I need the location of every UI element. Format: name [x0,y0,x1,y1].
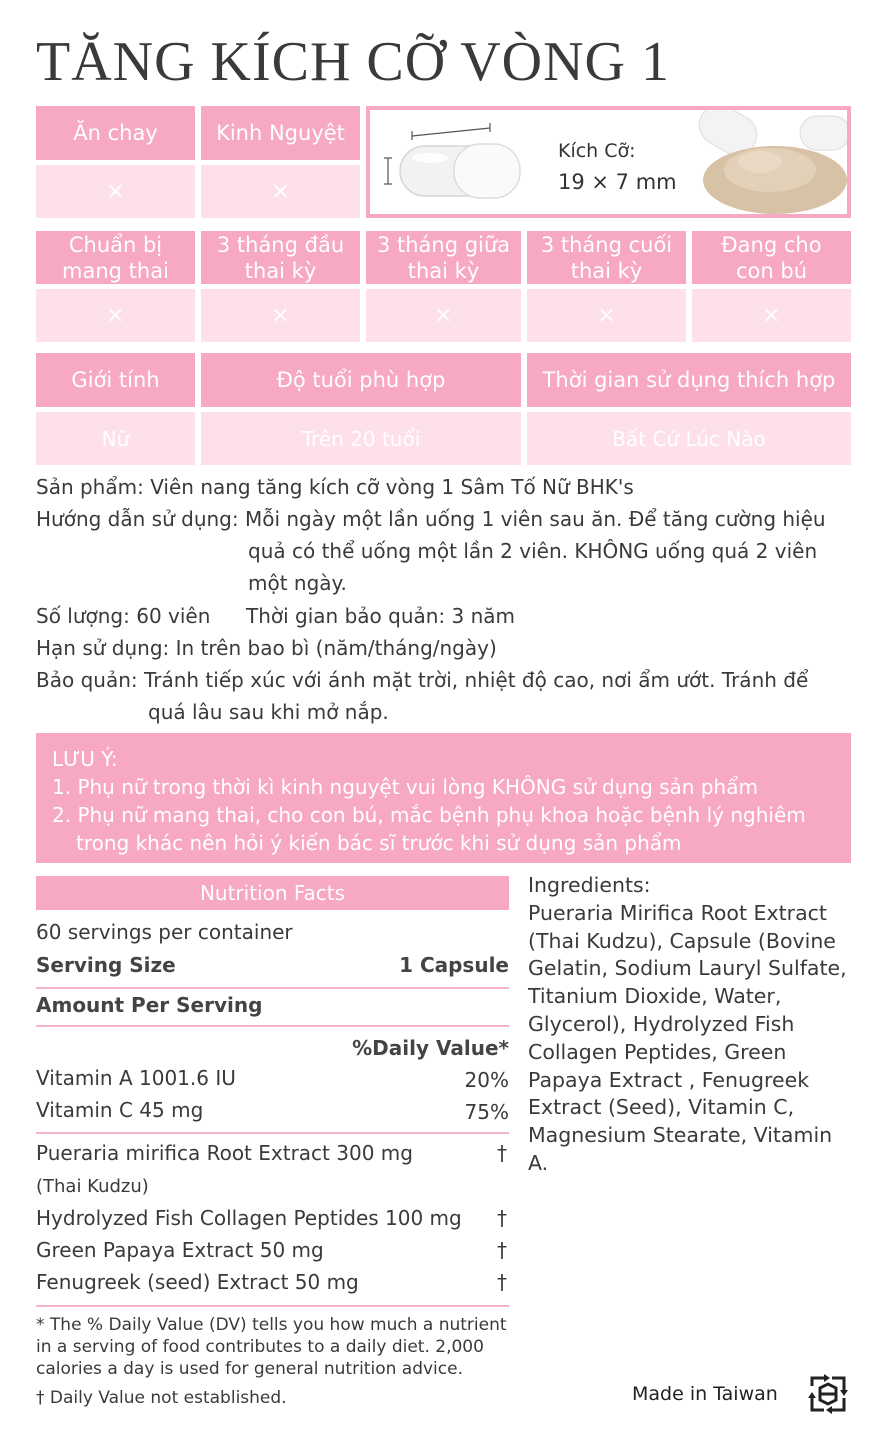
usage-line-2: quả có thể uống một lần 2 viên. KHÔNG uống quá 2 viên [248,539,818,563]
header-age: Độ tuổi phù hợp [201,353,521,407]
serving-size-value: 1 Capsule [399,953,509,977]
storage-line-2: quá lâu sau khi mở nắp. [148,700,389,724]
ingredients-label: Ingredients: [528,873,651,897]
value-gender: Nữ [36,412,195,465]
storage-line-1: Bảo quản: Tránh tiếp xúc với ánh mặt trời, nhiệt độ cao, nơi ẩm ướt. Tránh để [36,668,809,692]
note-item-2: 2. Phụ nữ mang thai, cho con bú, mắc bệnh phụ khoa hoặc bệnh lý nghiêm [52,803,806,827]
usage-line-3: một ngày. [248,571,347,595]
ingredients [528,872,853,1178]
divider [36,1132,509,1134]
warning-note [36,733,851,863]
extract-4-name: Fenugreek (seed) Extract 50 mg [36,1270,359,1294]
vitamin-c-name: Vitamin C 45 mg [36,1098,204,1122]
value-age: Trên 20 tuổi [201,412,521,465]
extract-3-name: Green Papaya Extract 50 mg [36,1238,324,1262]
value-preparing-pregnancy: × [36,289,195,342]
value-menstruation: × [201,165,360,218]
header-vegetarian: Ăn chay [36,106,195,160]
header-usage-time: Thời gian sử dụng thích hợp [527,353,851,407]
header-third-trimester: 3 tháng cuối thai kỳ [527,231,686,284]
serving-size-label: Serving Size [36,953,176,977]
recycle-icon [808,1374,848,1414]
value-third-trimester: × [527,289,686,342]
value-second-trimester: × [366,289,521,342]
extract-1-name: Pueraria mirifica Root Extract 300 mg [36,1141,413,1165]
capsule-image [370,110,850,218]
header-preparing-pregnancy: Chuẩn bị mang thai [36,231,195,284]
capsule-size-label: Kích Cỡ: [558,140,636,162]
header-gender: Giới tính [36,353,195,407]
amount-per-serving: Amount Per Serving [36,993,263,1017]
expiry-line: Hạn sử dụng: In trên bao bì (năm/tháng/ngày) [36,636,497,660]
extract-4-dv: † [497,1270,507,1294]
extract-1-sub: (Thai Kudzu) [36,1176,149,1197]
header-first-trimester: 3 tháng đầu thai kỳ [201,231,360,284]
header-menstruation: Kinh Nguyệt [201,106,360,160]
header-breastfeeding: Đang cho con bú [692,231,851,284]
vitamin-c-dv: 75% [464,1100,509,1124]
extract-2-dv: † [497,1206,507,1230]
quantity-line: Số lượng: 60 viên [36,604,211,628]
footnote-line-2: in a serving of food contributes to a daily diet. 2,000 [36,1337,484,1357]
product-line: Sản phẩm: Viên nang tăng kích cỡ vòng 1 Sâm Tố Nữ BHK's [36,475,634,499]
made-in-taiwan: Made in Taiwan [632,1383,778,1405]
servings-per-container: 60 servings per container [36,920,293,944]
divider [36,987,509,989]
note-heading: LƯU Ý: [52,747,118,771]
extract-1-dv: † [497,1141,507,1165]
divider [36,1025,509,1027]
powder-image [692,110,850,214]
footnote-line-3: calories a day is used for general nutrition advice. [36,1359,463,1379]
capsule-size-value: 19 × 7 mm [558,170,677,194]
footnote-dagger: † Daily Value not established. [36,1388,287,1408]
daily-value-header: %Daily Value* [352,1036,509,1060]
footnote-line-1: * The % Daily Value (DV) tells you how much a nutrient [36,1315,507,1335]
capsule-size-box [366,106,851,218]
note-item-1: 1. Phụ nữ trong thời kì kinh nguyệt vui lòng KHÔNG sử dụng sản phẩm [52,775,758,799]
divider [36,1305,509,1307]
ingredients-text: Pueraria Mirifica Root Extract (Thai Kudzu), Capsule (Bovine Gelatin, Sodium Lauryl Sulfate, Titanium Dioxide, Water, Glycerol), Hydrolyzed Fish Collagen Peptides, Green Papaya Extract , Fenugreek Extract (Seed), Vitamin C, Magnesium Stearate, Vitamin A. [528,900,847,1175]
extract-2-name: Hydrolyzed Fish Collagen Peptides 100 mg [36,1206,462,1230]
value-usage-time: Bất Cứ Lúc Nào [527,412,851,465]
note-item-2-continued: trong khác nên hỏi ý kiến bác sĩ trước khi sử dụng sản phẩm [76,831,682,855]
vitamin-a-name: Vitamin A 1001.6 IU [36,1066,236,1090]
value-vegetarian: × [36,165,195,218]
value-breastfeeding: × [692,289,851,342]
extract-3-dv: † [497,1238,507,1262]
shelf-life-line: Thời gian bảo quản: 3 năm [246,604,516,628]
usage-line-1: Hướng dẫn sử dụng: Mỗi ngày một lần uống 1 viên sau ăn. Để tăng cường hiệu [36,507,826,531]
page-title: TĂNG KÍCH CỠ VÒNG 1 [36,31,670,93]
nutrition-facts-header: Nutrition Facts [36,876,509,910]
vitamin-a-dv: 20% [464,1068,509,1092]
header-second-trimester: 3 tháng giữa thai kỳ [366,231,521,284]
value-first-trimester: × [201,289,360,342]
